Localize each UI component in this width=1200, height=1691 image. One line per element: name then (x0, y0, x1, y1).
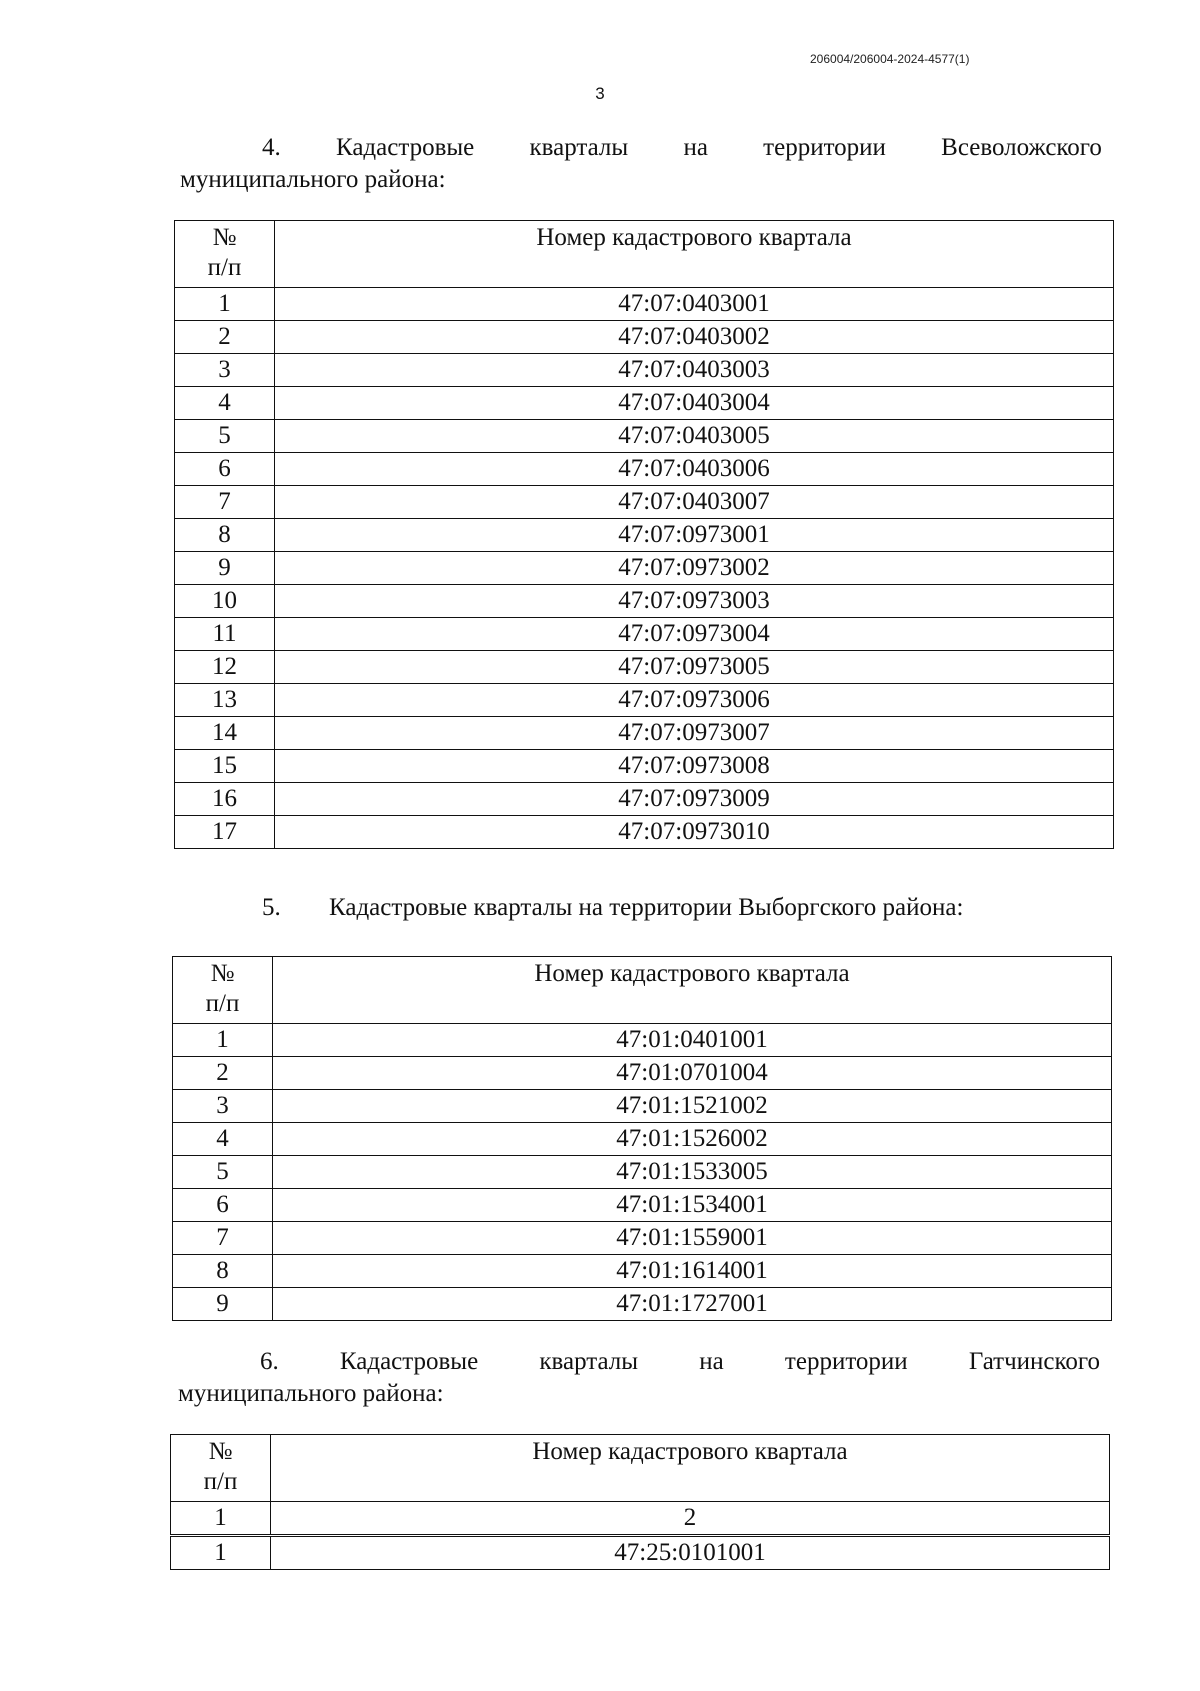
section-5-table (172, 956, 1112, 1321)
row-number: 2 (175, 321, 275, 354)
row-number: 9 (175, 552, 275, 585)
heading-word: территории (784, 1348, 908, 1375)
cadastral-number: 47:01:1533005 (273, 1156, 1112, 1189)
row-number: 2 (173, 1057, 273, 1090)
heading-text: Кадастровые кварталы на территории Выборгского района: (329, 894, 964, 921)
section-number: 5. (262, 894, 281, 921)
table-header-row (171, 1435, 1110, 1502)
table-row (175, 486, 1114, 519)
table-row (173, 1057, 1112, 1090)
row-number: 1 (171, 1536, 271, 1570)
cadastral-number: 47:01:0701004 (273, 1057, 1112, 1090)
cadastral-number: 47:01:1614001 (273, 1255, 1112, 1288)
table-row (175, 717, 1114, 750)
heading-word: Гатчинского (968, 1348, 1100, 1375)
section-number: 6. (260, 1348, 279, 1375)
heading-word: Всеволожского (941, 134, 1102, 161)
cadastral-number: 47:07:0973010 (275, 816, 1114, 849)
section-number: 4. (262, 134, 281, 161)
cadastral-number: 47:01:1534001 (273, 1189, 1112, 1222)
table-row (171, 1536, 1110, 1570)
heading-word: кварталы (539, 1348, 639, 1375)
row-number: 1 (171, 1502, 271, 1536)
heading-line-2: муниципального района: (180, 166, 446, 193)
table-row (175, 750, 1114, 783)
row-number: 1 (175, 288, 275, 321)
table-header-row (173, 957, 1112, 1024)
row-number: 13 (175, 684, 275, 717)
cadastral-number: 47:01:1727001 (273, 1288, 1112, 1321)
row-number: 8 (175, 519, 275, 552)
row-number: 15 (175, 750, 275, 783)
cadastral-number: 47:07:0403002 (275, 321, 1114, 354)
table-row (173, 1090, 1112, 1123)
cadastral-number: 47:07:0403007 (275, 486, 1114, 519)
row-number: 16 (175, 783, 275, 816)
table-body (175, 288, 1114, 849)
table-row (173, 1123, 1112, 1156)
cadastral-number-column-header: Номер кадастрового квартала (275, 221, 1114, 288)
table-row (173, 1255, 1112, 1288)
cadastral-number: 47:07:0973002 (275, 552, 1114, 585)
cadastral-number: 47:07:0403001 (275, 288, 1114, 321)
row-number: 4 (175, 387, 275, 420)
number-column-header: № п/п (171, 1435, 271, 1502)
table-row (175, 816, 1114, 849)
cadastral-number: 47:07:0403003 (275, 354, 1114, 387)
row-number: 12 (175, 651, 275, 684)
section-4-heading (180, 132, 1102, 196)
section-6-heading (178, 1346, 1100, 1410)
table-row (175, 552, 1114, 585)
table-row (175, 684, 1114, 717)
table-row (173, 1288, 1112, 1321)
page-number: 3 (595, 84, 605, 103)
document-id: 206004/206004-2024-4577(1) (810, 52, 970, 66)
number-column-header: № п/п (173, 957, 273, 1024)
cadastral-number: 47:07:0973006 (275, 684, 1114, 717)
cadastral-number: 47:25:0101001 (271, 1536, 1110, 1570)
row-number: 3 (173, 1090, 273, 1123)
row-number: 10 (175, 585, 275, 618)
row-number: 9 (173, 1288, 273, 1321)
cadastral-number: 47:07:0973008 (275, 750, 1114, 783)
table-row (175, 651, 1114, 684)
row-number: 1 (173, 1024, 273, 1057)
table-row (173, 1222, 1112, 1255)
table-row (175, 387, 1114, 420)
table-row (173, 1189, 1112, 1222)
table-row (175, 585, 1114, 618)
table-body (173, 1024, 1112, 1321)
table-row (175, 618, 1114, 651)
row-number: 3 (175, 354, 275, 387)
row-number: 14 (175, 717, 275, 750)
section-4-table (174, 220, 1114, 849)
table-row (175, 321, 1114, 354)
heading-word: Кадастровые (335, 134, 475, 161)
table-row (175, 453, 1114, 486)
cadastral-number: 47:01:0401001 (273, 1024, 1112, 1057)
cadastral-number: 47:07:0403006 (275, 453, 1114, 486)
table-row (175, 519, 1114, 552)
cadastral-number: 47:07:0973001 (275, 519, 1114, 552)
heading-word: на (699, 1348, 724, 1375)
table-row (175, 783, 1114, 816)
row-number: 4 (173, 1123, 273, 1156)
heading-word: на (683, 134, 708, 161)
cadastral-number: 47:07:0973005 (275, 651, 1114, 684)
cadastral-number: 47:07:0973009 (275, 783, 1114, 816)
cadastral-number: 47:07:0973003 (275, 585, 1114, 618)
cadastral-number: 47:07:0403004 (275, 387, 1114, 420)
section-6-table (170, 1434, 1110, 1570)
table-row (173, 1156, 1112, 1189)
heading-line-2: муниципального района: (178, 1380, 444, 1407)
row-number: 17 (175, 816, 275, 849)
cadastral-number: 47:07:0973007 (275, 717, 1114, 750)
table-row (173, 1024, 1112, 1057)
table-body (171, 1502, 1110, 1570)
cadastral-number: 47:01:1521002 (273, 1090, 1112, 1123)
cadastral-number: 47:01:1526002 (273, 1123, 1112, 1156)
number-column-header: № п/п (175, 221, 275, 288)
heading-word: Кадастровые (339, 1348, 479, 1375)
row-number: 7 (175, 486, 275, 519)
table-header-row (175, 221, 1114, 288)
cadastral-number: 47:07:0973004 (275, 618, 1114, 651)
row-number: 5 (175, 420, 275, 453)
row-number: 8 (173, 1255, 273, 1288)
row-number: 5 (173, 1156, 273, 1189)
table-row (171, 1502, 1110, 1536)
heading-word: кварталы (529, 134, 629, 161)
table-row (175, 354, 1114, 387)
row-number: 6 (173, 1189, 273, 1222)
row-number: 11 (175, 618, 275, 651)
row-number: 7 (173, 1222, 273, 1255)
table-row (175, 420, 1114, 453)
cadastral-number-column-header: Номер кадастрового квартала (271, 1435, 1110, 1502)
section-5-heading (180, 892, 1184, 924)
row-number: 6 (175, 453, 275, 486)
cadastral-number: 47:07:0403005 (275, 420, 1114, 453)
cadastral-number: 47:01:1559001 (273, 1222, 1112, 1255)
cadastral-number-column-header: Номер кадастрового квартала (273, 957, 1112, 1024)
cadastral-number: 2 (271, 1502, 1110, 1536)
heading-word: территории (763, 134, 886, 161)
table-row (175, 288, 1114, 321)
